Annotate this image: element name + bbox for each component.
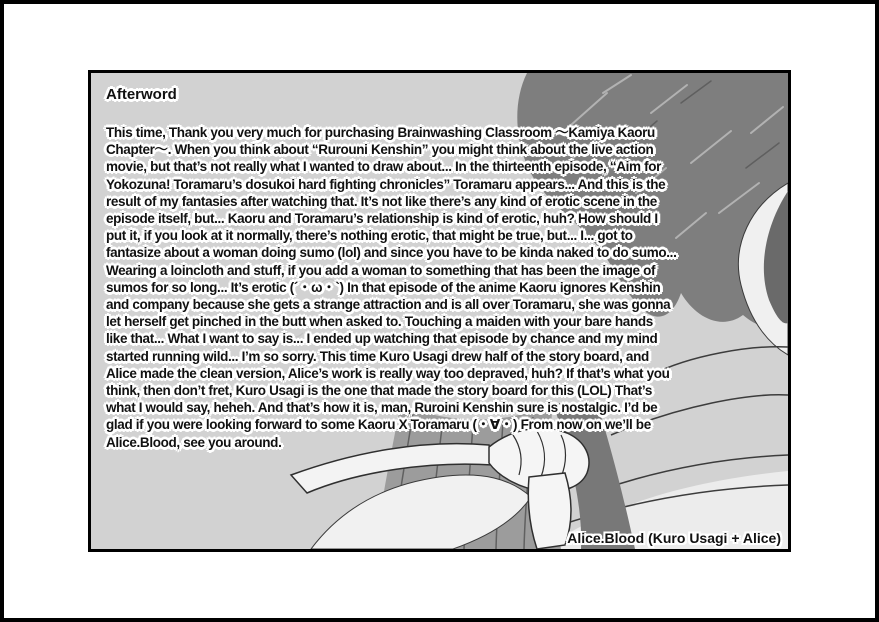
afterword-line: let herself get pinched in the butt when asked to. Touching a maiden with your bare hands: [106, 314, 653, 330]
afterword-title: Afterword: [106, 86, 177, 103]
afterword-panel: [88, 70, 791, 552]
afterword-line: Alice made the clean version, Alice’s work is really way too depraved, huh? If that’s what you: [106, 365, 670, 381]
afterword-line: started running wild... I’m so sorry. This time Kuro Usagi drew half of the story board, and: [106, 348, 649, 364]
afterword-line: think, then don’t fret, Kuro Usagi is the one that made the story board for this (LOL) That’s: [106, 383, 652, 399]
signature: Alice.Blood (Kuro Usagi + Alice): [567, 530, 781, 546]
afterword-line: and company because she gets a strange attraction and is all over Toramaru, she was gonna: [106, 297, 671, 313]
afterword-line: like that... What I want to say is... I ended up watching that episode by chance and my mind: [106, 331, 658, 347]
afterword-line: episode itself, but... Kaoru and Toramaru’s relationship is kind of erotic, huh? How should I: [106, 211, 658, 227]
afterword-text: [106, 83, 782, 451]
afterword-line: movie, but that’s not really what I wanted to draw about... In the thirteenth episode, “Aim for: [106, 159, 662, 175]
afterword-line: Alice.Blood, see you around.: [106, 434, 282, 450]
afterword-line: glad if you were looking forward to some Kaoru X Toramaru (・∀・) From now on we’ll be: [106, 417, 651, 433]
afterword-line: sumos for so long... It’s erotic (´・ω・`) In that episode of the anime Kaoru ignores Kenshin: [106, 279, 661, 295]
afterword-line: Yokozuna! Toramaru’s dosukoi hard fighting chronicles” Toramaru appears... And this is the: [106, 176, 666, 192]
afterword-line: Wearing a loincloth and stuff, if you add a woman to something that has been the image of: [106, 262, 656, 278]
afterword-line: Chapter～. When you think about “Rurouni Kenshin” you might think about the live action: [106, 142, 654, 158]
afterword-body: [106, 124, 782, 451]
afterword-line: what I would say, heheh. And that’s how it is, man, Ruroini Kenshin sure is nostalgic. I’d be: [106, 400, 658, 416]
afterword-line: result of my fantasies after watching that. It’s not like there’s any kind of erotic scene in the: [106, 193, 657, 209]
afterword-line: fantasize about a woman doing sumo (lol) and since you have to be kinda naked to do sumo...: [106, 245, 677, 261]
afterword-line: This time, Thank you very much for purchasing Brainwashing Classroom ～Kamiya Kaoru: [106, 125, 655, 140]
afterword-line: put it, if you look at it normally, there’s nothing erotic, that might be true, but... I... got to: [106, 228, 633, 244]
